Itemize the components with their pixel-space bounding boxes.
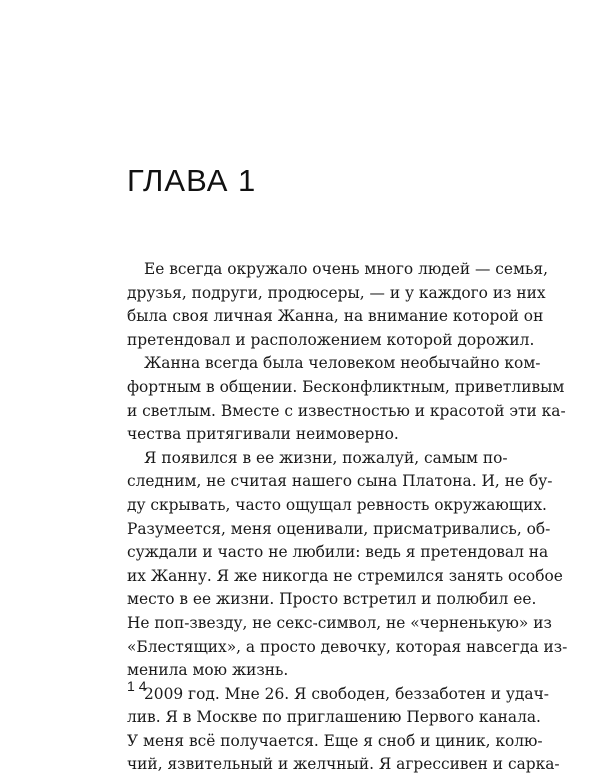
text-line: ду скрывать, часто ощущал ревность окружающих. — [127, 495, 547, 514]
chapter-title: ГЛАВА 1 — [127, 163, 257, 198]
text-line: чий, язвительный и желчный. Я агрессивен и сарка- — [127, 755, 560, 774]
text-line: Не поп-звезду, не секс-символ, не «черненькую» из — [127, 613, 552, 632]
text-line: место в ее жизни. Просто встретил и полюбил ее. — [127, 590, 537, 609]
text-line: чества притягивали неимоверно. — [127, 425, 399, 444]
text-line: фортным в общении. Бесконфликтным, приветливым — [127, 377, 565, 396]
text-line: менила мою жизнь. — [127, 661, 289, 680]
text-line: Жанна всегда была человеком необычайно ком- — [144, 354, 541, 373]
text-line: и светлым. Вместе с известностью и красотой эти ка- — [127, 401, 566, 420]
text-line: лив. Я в Москве по приглашению Первого канала. — [127, 708, 541, 727]
chapter-body — [127, 258, 568, 777]
text-line: претендовал и расположением которой дорожил. — [127, 330, 535, 349]
text-line: 2009 год. Мне 26. Я свободен, беззаботен и удач- — [144, 684, 549, 703]
text-line: их Жанну. Я же никогда не стремился занять особое — [127, 566, 563, 585]
text-line: Я появился в ее жизни, пожалуй, самым по- — [144, 448, 508, 467]
page-number: 14 — [127, 678, 151, 694]
text-line: суждали и часто не любили: ведь я претендовал на — [127, 543, 549, 562]
text-line: следним, не считая нашего сына Платона. И, не бу- — [127, 472, 553, 491]
text-line: Разумеется, меня оценивали, присматривались, об- — [127, 519, 551, 538]
text-line: друзья, подруги, продюсеры, — и у каждого из них — [127, 283, 546, 302]
text-line: была своя личная Жанна, на внимание которой он — [127, 307, 544, 326]
text-line: Ее всегда окружало очень много людей — семья, — [144, 260, 548, 278]
text-line: «Блестящих», а просто девочку, которая навсегда из- — [127, 637, 568, 656]
text-line: У меня всё получается. Еще я сноб и циник, колю- — [127, 731, 543, 750]
